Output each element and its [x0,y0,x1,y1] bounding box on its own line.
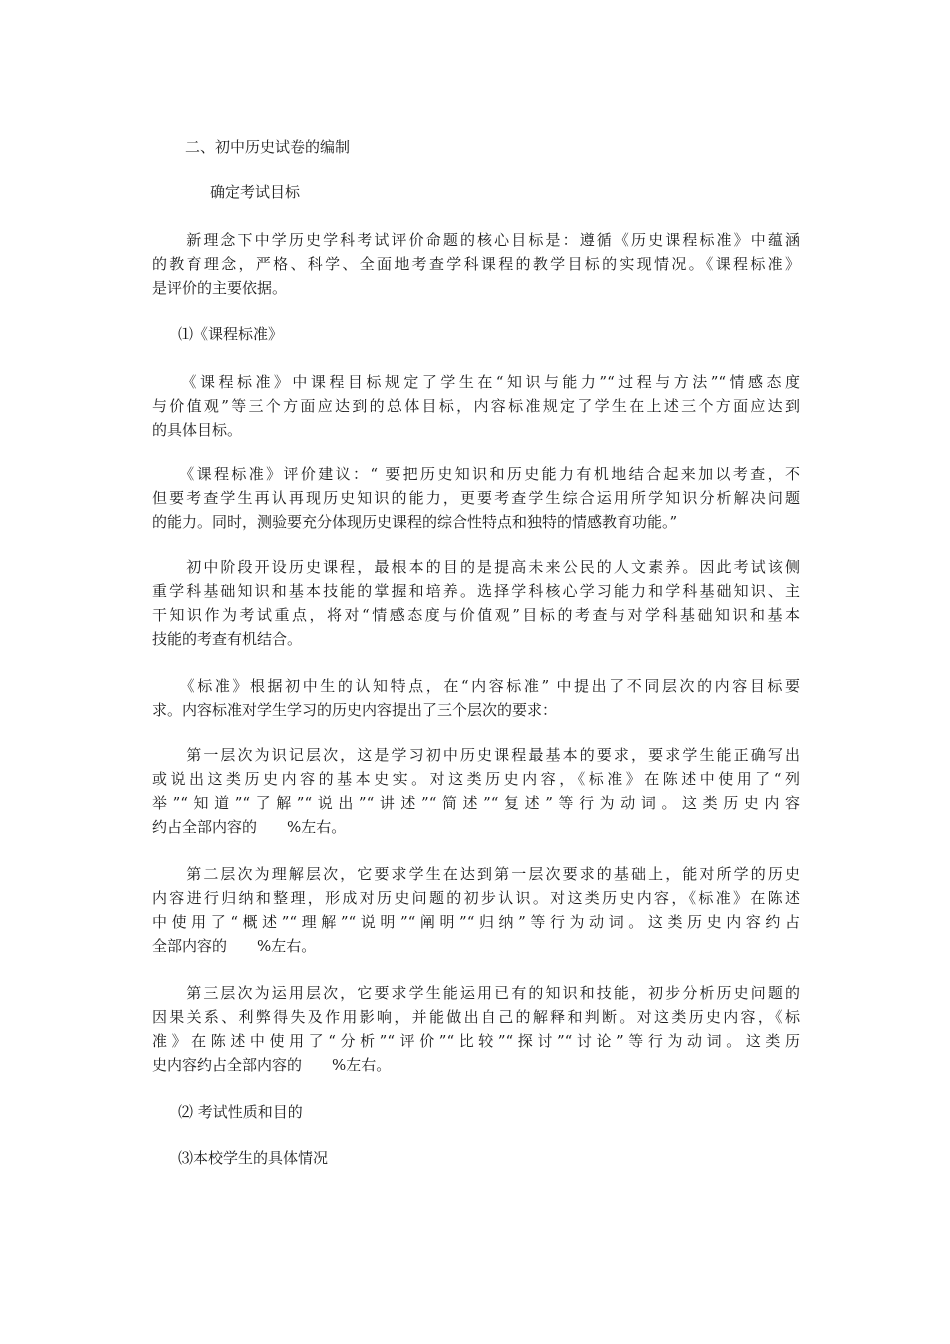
text-line: 重学科基础知识和基本技能的掌握和培养。选择学科核心学习能力和学科基础知识、主 [152,582,800,600]
text-line: 求。内容标准对学生学习的历史内容提出了三个层次的要求： [152,701,558,719]
text-line: 《课程标准》评价建议：“ 要把历史知识和历史能力有机地结合起来加以考查，不 [152,465,800,483]
text-line: 是评价的主要依据。 [152,279,288,297]
paragraph-course-purpose [152,555,800,651]
text-line: 与价值观”等三个方面应达到的总体目标，内容标准规定了学生在上述三个方面应达到 [152,397,800,415]
list-item-curriculum-standard: ⑴《课程标准》 [178,325,284,343]
paragraph-curriculum-goals [152,370,800,442]
text-line: 约占全部内容的 %左右。 [152,818,347,836]
text-line: 技能的考查有机结合。 [152,630,303,648]
sub-heading: 确定考试目标 [210,183,301,201]
paragraph-evaluation-advice [152,462,800,534]
text-line: 举”“知道”“了解”“说出”“讲述”“简述”“复述”等行为动词。这类历史内容 [152,794,800,812]
text-line: 《课程标准》中课程目标规定了学生在“知识与能力”“过程与方法”“情感态度 [152,373,800,391]
text-line: 新理念下中学历史学科考试评价命题的核心目标是：遵循《历史课程标准》中蕴涵 [152,231,800,249]
text-line: 第二层次为理解层次，它要求学生在达到第一层次要求的基础上，能对所学的历史 [152,865,800,883]
paragraph-standard-levels [152,674,800,722]
paragraph-core-objective [152,228,800,300]
text-line: 史内容约占全部内容的 %左右。 [152,1056,392,1074]
text-line: 的具体目标。 [152,421,243,439]
text-line: 《标准》根据初中生的认知特点，在“内容标准” 中提出了不同层次的内容目标要 [152,677,800,695]
text-line: 中使用了“概述”“理解”“说明”“阐明”“归纳”等行为动词。这类历史内容约占 [152,913,800,931]
text-line: 初中阶段开设历史课程，最根本的目的是提高未来公民的人文素养。因此考试该侧 [152,558,800,576]
text-line: 内容进行归纳和整理，形成对历史问题的初步认识。对这类历史内容，《标准》在陈述 [152,889,800,907]
text-line: 干知识作为考试重点，将对“情感态度与价值观”目标的考查与对学科基础知识和基本 [152,606,800,624]
text-line: 第一层次为识记层次，这是学习初中历史课程最基本的要求，要求学生能正确写出 [152,746,800,764]
text-line: 但要考查学生再认再现历史知识的能力，更要考查学生综合运用所学知识分析解决问题 [152,489,800,507]
text-line: 的能力。同时，测验要充分体现历史课程的综合性特点和独特的情感教育功能。” [152,513,678,531]
text-line: 准》在陈述中使用了“分析”“评价”“比较”“探讨”“讨论”等行为动词。这类历 [152,1032,800,1050]
text-line: 全部内容的 %左右。 [152,937,317,955]
paragraph-level-three [152,981,800,1077]
list-item-exam-nature: ⑵ 考试性质和目的 [178,1103,303,1121]
section-heading: 二、初中历史试卷的编制 [185,138,351,156]
text-line: 第三层次为运用层次，它要求学生能运用已有的知识和技能，初步分析历史问题的 [152,984,800,1002]
paragraph-level-one [152,743,800,839]
text-line: 或说出这类历史内容的基本史实。对这类历史内容，《标准》在陈述中使用了“列 [152,770,800,788]
paragraph-level-two [152,862,800,958]
list-item-student-situation: ⑶本校学生的具体情况 [178,1149,329,1167]
text-line: 因果关系、利弊得失及作用影响，并能做出自己的解释和判断。对这类历史内容，《标 [152,1008,800,1026]
text-line: 的教育理念，严格、科学、全面地考查学科课程的教学目标的实现情况。《课程标准》 [152,255,800,273]
